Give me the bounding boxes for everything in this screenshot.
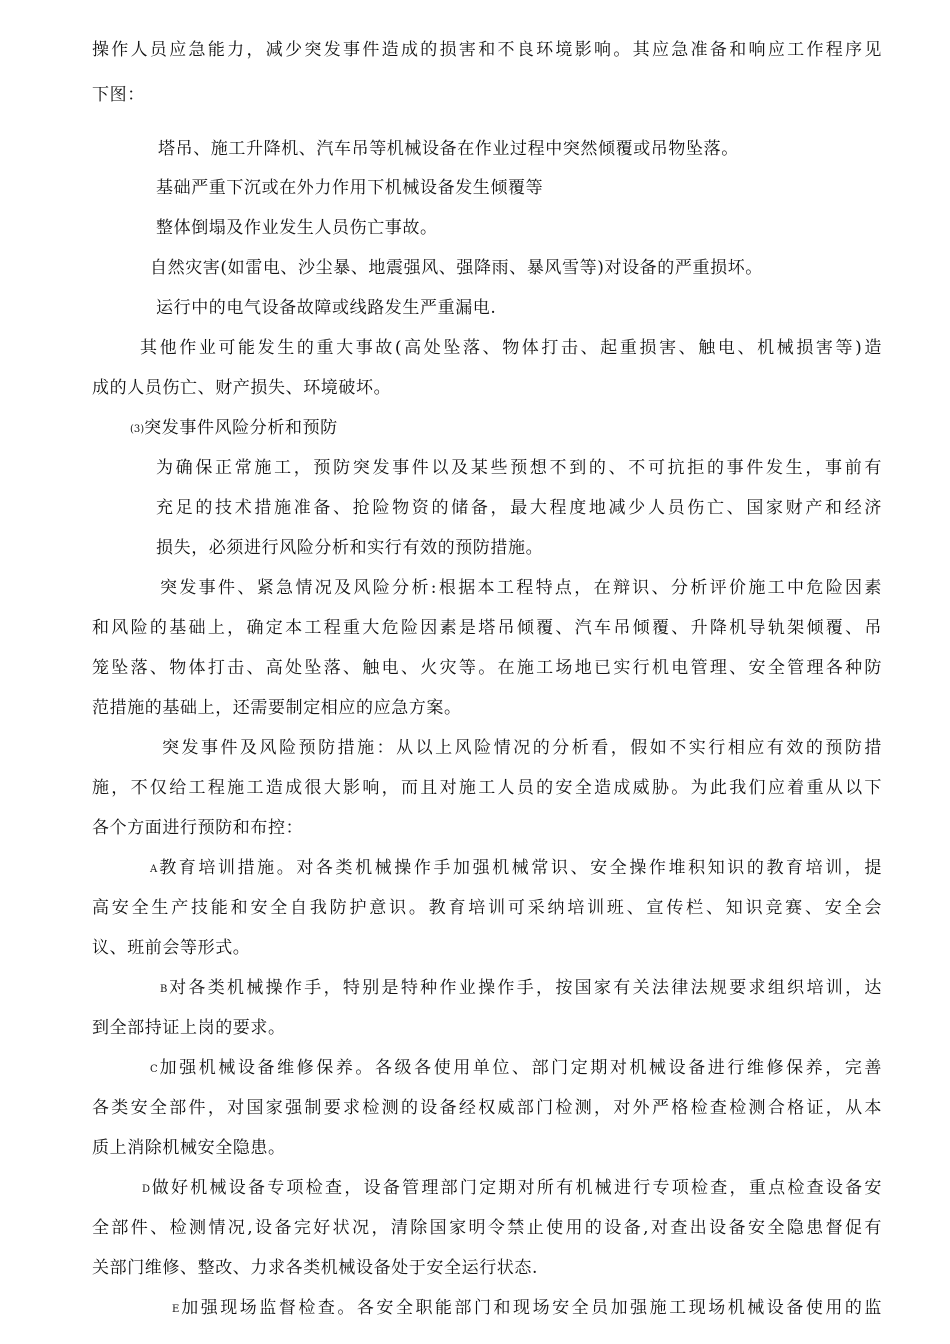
paragraph-line: 各类安全部件，对国家强制要求检测的设备经权威部门检测，对外严格检查检测合格证，从本 (92, 1098, 882, 1118)
paragraph-line: 各个方面进行预防和布控： (92, 818, 304, 838)
paragraph-line: 操作人员应急能力，减少突发事件造成的损害和不良环境影响。其应急准备和响应工作程序见 (92, 40, 882, 60)
paragraph-line: 施，不仅给工程施工造成很大影响，而且对施工人员的安全造成威胁。为此我们应着重从以下 (92, 778, 882, 798)
paragraph-line: 范措施的基础上，还需要制定相应的应急方案。 (92, 698, 462, 718)
paragraph-line: 突发事件、紧急情况及风险分析:根据本工程特点，在辩识、分析评价施工中危险因素 (160, 578, 882, 598)
paragraph-line: 关部门维修、整改、力求各类机械设备处于安全运行状态. (92, 1258, 539, 1278)
section-heading-text: 突发事件风险分析和预防 (144, 418, 338, 438)
paragraph-line: 全部件、检测情况,设备完好状况，清除国家明令禁止使用的设备,对查出设备安全隐患督促有 (92, 1218, 882, 1238)
item-text: 做好机械设备专项检查，设备管理部门定期对所有机械进行专项检查，重点检查设备安 (150, 1178, 882, 1198)
paragraph-line: 质上消除机械安全隐患。 (92, 1138, 286, 1158)
item-text: 对各类机械操作手，特别是特种作业操作手，按国家有关法律法规要求组织培训，达 (167, 978, 882, 998)
item-text: 加强机械设备维修保养。各级各使用单位、部门定期对机械设备进行维修保养，完善 (157, 1058, 882, 1078)
paragraph-line: 高安全生产技能和安全自我防护意识。教育培训可采纳培训班、宣传栏、知识竞赛、安全会 (92, 898, 882, 918)
item-marker: A (150, 864, 158, 875)
item-marker: D (142, 1184, 151, 1195)
paragraph-line: 损失，必须进行风险分析和实行有效的预防措施。 (156, 538, 544, 558)
paragraph-line: 和风险的基础上，确定本工程重大危险因素是塔吊倾覆、汽车吊倾覆、升降机导轨架倾覆、吊 (92, 618, 882, 638)
paragraph-line: 下图： (92, 85, 145, 105)
section-heading (130, 418, 338, 440)
item-marker: B (160, 984, 168, 995)
paragraph-line: 充足的技术措施准备、抢险物资的储备，最大程度地减少人员伤亡、国家财产和经济 (156, 498, 882, 518)
item-marker: C (150, 1064, 158, 1075)
paragraph-line: 突发事件及风险预防措施：从以上风险情况的分析看，假如不实行相应有效的预防措 (162, 738, 882, 758)
list-item: 塔吊、施工升降机、汽车吊等机械设备在作业过程中突然倾覆或吊物坠落。 (158, 139, 739, 159)
list-item (142, 1178, 882, 1200)
list-item: 自然灾害(如雷电、沙尘暴、地震强风、强降雨、暴风雪等)对设备的严重损坏。 (150, 258, 763, 278)
item-text: 教育培训措施。对各类机械操作手加强机械常识、安全操作堆积知识的教育培训，提 (157, 858, 882, 878)
list-item (150, 1058, 882, 1080)
paragraph-line: 成的人员伤亡、财产损失、环境破坏。 (92, 378, 392, 398)
paragraph-line: 到全部持证上岗的要求。 (92, 1018, 286, 1038)
item-marker: E (172, 1304, 180, 1315)
paragraph-line: 议、班前会等形式。 (92, 938, 251, 958)
list-item (160, 978, 882, 1000)
list-item: 整体倒塌及作业发生人员伤亡事故。 (156, 218, 438, 238)
item-text: 加强现场监督检查。各安全职能部门和现场安全员加强施工现场机械设备使用的监 (179, 1298, 882, 1318)
list-item: 基础严重下沉或在外力作用下机械设备发生倾覆等 (156, 178, 544, 198)
list-item (150, 858, 882, 880)
section-number: (3) (130, 424, 145, 435)
paragraph-line: 为确保正常施工，预防突发事件以及某些预想不到的、不可抗拒的事件发生，事前有 (156, 458, 882, 478)
list-item: 运行中的电气设备故障或线路发生严重漏电. (156, 298, 497, 318)
list-item (172, 1298, 882, 1320)
paragraph-line: 笼坠落、物体打击、高处坠落、触电、火灾等。在施工场地已实行机电管理、安全管理各种防 (92, 658, 882, 678)
paragraph-line: 其他作业可能发生的重大事故(高处坠落、物体打击、起重损害、触电、机械损害等)造 (140, 338, 882, 358)
